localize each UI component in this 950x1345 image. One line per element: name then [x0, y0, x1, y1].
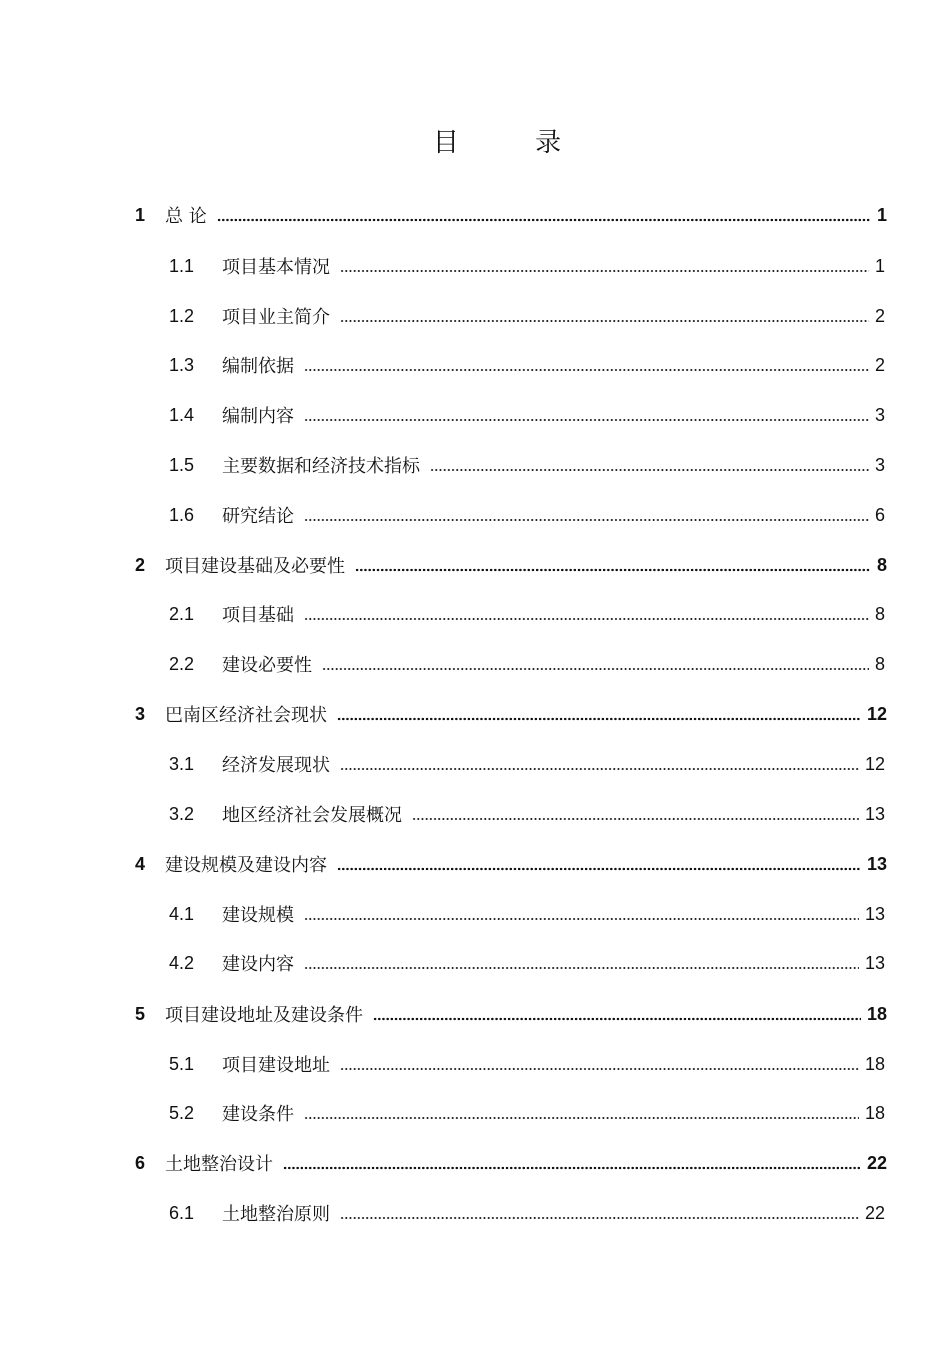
toc-entry-page-number: 8 — [874, 603, 885, 624]
toc-entry-page-number: 13 — [864, 803, 885, 824]
dot-leader — [304, 606, 869, 624]
dot-leader — [337, 706, 861, 724]
toc-entry-number: 5.2 — [169, 1102, 195, 1123]
toc-entry-number: 1.4 — [169, 404, 195, 425]
dot-leader — [304, 955, 859, 973]
toc-entry-label: 编制依据 — [222, 356, 294, 377]
dot-leader — [355, 557, 871, 575]
toc-entry-label: 建设规模 — [222, 905, 294, 926]
toc-entry-label: 总 论 — [165, 206, 207, 227]
toc-entry-label: 项目基本情况 — [222, 257, 330, 278]
toc-entry-number: 2.1 — [169, 603, 195, 624]
toc-entry-page-number: 22 — [866, 1152, 887, 1173]
toc-entry[interactable] — [135, 699, 887, 729]
toc-entry[interactable] — [135, 200, 887, 230]
toc-entry-number: 6.1 — [169, 1202, 195, 1223]
dot-leader — [304, 1105, 859, 1123]
toc-entry-page-number: 22 — [864, 1202, 885, 1223]
toc-entry-label: 项目基础 — [222, 605, 294, 626]
toc-entry-number: 2.2 — [169, 653, 195, 674]
toc-entry-label: 巴南区经济社会现状 — [165, 705, 327, 726]
toc-entry[interactable] — [169, 599, 885, 629]
toc-entry-page-number: 13 — [864, 903, 885, 924]
toc-entry-page-number: 2 — [874, 354, 885, 375]
toc-entry-page-number: 18 — [864, 1053, 885, 1074]
dot-leader — [340, 258, 869, 276]
dot-leader — [340, 308, 869, 326]
toc-entry-number: 6 — [135, 1152, 146, 1173]
toc-entry[interactable] — [169, 1098, 885, 1128]
toc-entry-label: 项目业主简介 — [222, 307, 330, 328]
toc-entry-number: 3.2 — [169, 803, 195, 824]
toc-entry-label: 项目建设地址及建设条件 — [165, 1005, 363, 1026]
toc-entry-page-number: 18 — [866, 1003, 887, 1024]
dot-leader — [340, 1056, 859, 1074]
toc-entry-page-number: 12 — [864, 753, 885, 774]
toc-entry[interactable] — [169, 350, 885, 380]
dot-leader — [340, 1205, 859, 1223]
dot-leader — [304, 357, 869, 375]
dot-leader — [412, 806, 859, 824]
toc-entry-number: 1 — [135, 204, 146, 225]
toc-entry[interactable] — [169, 301, 885, 331]
toc-entry[interactable] — [135, 550, 887, 580]
toc-entry-number: 3.1 — [169, 753, 195, 774]
toc-entry[interactable] — [169, 1198, 885, 1228]
toc-entry-label: 土地整治设计 — [165, 1154, 273, 1175]
toc-entry-number: 1.1 — [169, 255, 195, 276]
toc-entry-number: 2 — [135, 554, 146, 575]
dot-leader — [337, 856, 861, 874]
dot-leader — [283, 1155, 861, 1173]
toc-entry-number: 3 — [135, 703, 146, 724]
toc-entry-number: 1.3 — [169, 354, 195, 375]
dot-leader — [304, 906, 859, 924]
toc-entry-number: 5 — [135, 1003, 146, 1024]
toc-entry[interactable] — [135, 849, 887, 879]
toc-entry[interactable] — [169, 400, 885, 430]
toc-entry-page-number: 12 — [866, 703, 887, 724]
toc-entry-page-number: 8 — [874, 653, 885, 674]
toc-entry-label: 编制内容 — [222, 406, 294, 427]
toc-entry-number: 4.1 — [169, 903, 195, 924]
toc-entry-label: 建设规模及建设内容 — [165, 855, 327, 876]
dot-leader — [322, 656, 869, 674]
toc-entry-page-number: 6 — [874, 504, 885, 525]
toc-entry-page-number: 1 — [874, 255, 885, 276]
toc-entry-number: 4.2 — [169, 952, 195, 973]
toc-entry-number: 4 — [135, 853, 146, 874]
toc-entry-number: 1.2 — [169, 305, 195, 326]
toc-entry-page-number: 13 — [864, 952, 885, 973]
page-title: 目 录 — [432, 128, 596, 158]
toc-entry[interactable] — [169, 251, 885, 281]
toc-entry-page-number: 3 — [874, 404, 885, 425]
toc-entry-label: 建设内容 — [222, 954, 294, 975]
toc-entry-label: 土地整治原则 — [222, 1204, 330, 1225]
toc-entry-label: 项目建设地址 — [222, 1055, 330, 1076]
toc-entry-label: 研究结论 — [222, 506, 294, 527]
toc-entry[interactable] — [169, 500, 885, 530]
toc-entry-label: 项目建设基础及必要性 — [165, 556, 345, 577]
toc-entry-label: 地区经济社会发展概况 — [222, 805, 402, 826]
dot-leader — [373, 1006, 861, 1024]
toc-entry-page-number: 13 — [866, 853, 887, 874]
toc-entry-page-number: 18 — [864, 1102, 885, 1123]
toc-entry[interactable] — [135, 1148, 887, 1178]
toc-entry-page-number: 3 — [874, 454, 885, 475]
toc-entry[interactable] — [169, 899, 885, 929]
toc-entry-number: 1.5 — [169, 454, 195, 475]
toc-entry[interactable] — [169, 948, 885, 978]
dot-leader — [304, 507, 869, 525]
toc-entry-label: 主要数据和经济技术指标 — [222, 456, 420, 477]
dot-leader — [430, 457, 869, 475]
toc-entry[interactable] — [169, 799, 885, 829]
toc-entry-page-number: 8 — [876, 554, 887, 575]
dot-leader — [340, 756, 859, 774]
toc-entry-page-number: 1 — [876, 204, 887, 225]
toc-entry-label: 建设必要性 — [222, 655, 312, 676]
toc-entry[interactable] — [169, 1049, 885, 1079]
toc-entry-number: 5.1 — [169, 1053, 195, 1074]
toc-entry-label: 经济发展现状 — [222, 755, 330, 776]
toc-entry-page-number: 2 — [874, 305, 885, 326]
toc-entry[interactable] — [135, 999, 887, 1029]
toc-entry[interactable] — [169, 749, 885, 779]
dot-leader — [217, 207, 871, 225]
toc-entry-label: 建设条件 — [222, 1104, 294, 1125]
dot-leader — [304, 407, 869, 425]
toc-entry[interactable] — [169, 450, 885, 480]
toc-entry-number: 1.6 — [169, 504, 195, 525]
toc-entry[interactable] — [169, 649, 885, 679]
